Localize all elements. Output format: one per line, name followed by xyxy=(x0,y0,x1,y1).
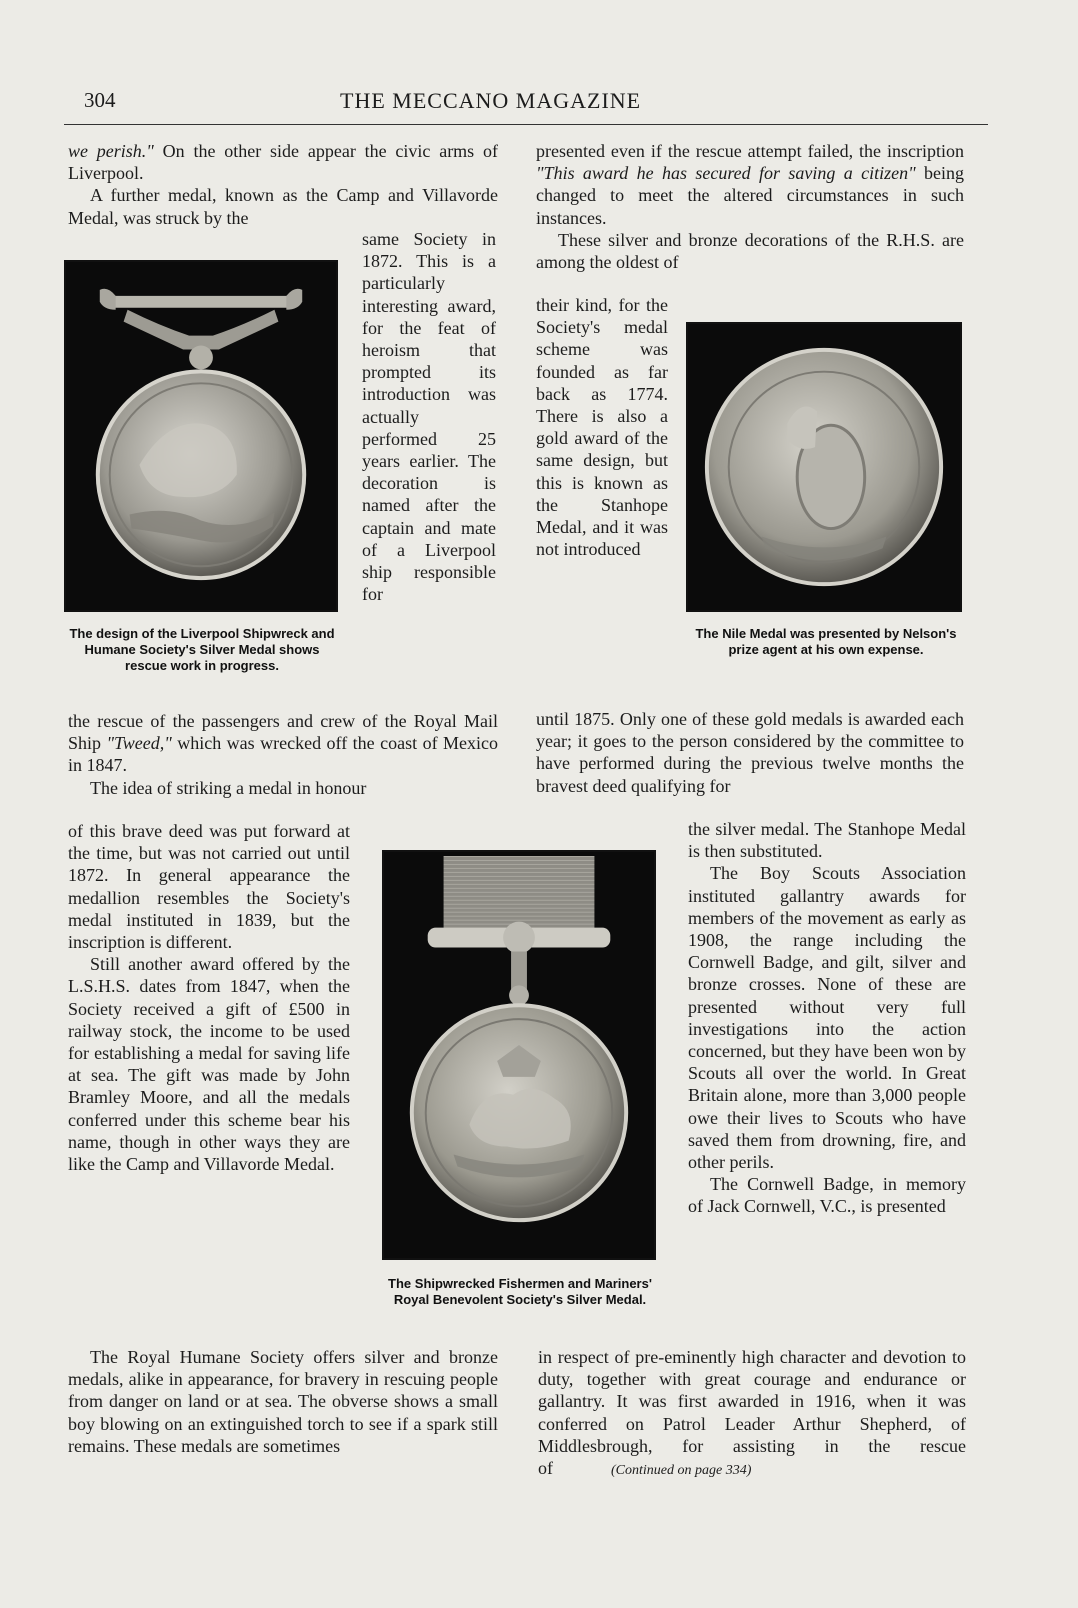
liverpool-medal-photo xyxy=(64,260,338,612)
col1-paragraph: A further medal, known as the Camp and Villavorde Medal, was struck by the xyxy=(68,185,498,228)
nile-medal-image xyxy=(692,328,956,606)
col2-bottom-text xyxy=(538,1346,966,1482)
col1-paragraph: we perish." On the other side appear the civic arms of Liverpool. xyxy=(68,141,498,184)
col2-paragraph: the silver medal. The Stanhope Medal is then substituted. xyxy=(688,819,966,862)
col1-paragraph: Still another award offered by the L.S.H.S. dates from 1847, when the Society received a gift of £500 in railway stock, the income to be used for establishing a medal for saving life at sea. The gift was made by John Bramley Moore, and all the medals conferred under this scheme bear his name, though in other ways they are like the Camp and Villavorde Medal. xyxy=(68,954,350,1175)
col1-paragraph: of this brave deed was put forward at the time, but was not carried out until 1872. In general appearance the medallion resembles the Society's medal instituted in 1839, but the inscription is different. xyxy=(68,821,350,953)
col1-mid-text xyxy=(68,710,498,799)
shipwrecked-medal-image xyxy=(388,856,650,1254)
col1-bottom-text xyxy=(68,1346,498,1457)
col1-lower-text xyxy=(68,820,350,1175)
col1-paragraph: the rescue of the passengers and crew of the Royal Mail Ship "Tweed," which was wrecked off the coast of Mexico in 1847. xyxy=(68,711,499,776)
col2-paragraph: in respect of pre-eminently high character and devotion to duty, together with great courage and endurance or gallantry. It was first awarded in 1916, when it was conferred on Patrol Leader Arthur Shepherd, of Middlesbrough, for assisting in the rescue of (Continued on page 334) xyxy=(538,1347,966,1479)
page-number: 304 xyxy=(84,88,116,112)
col2-top-text xyxy=(536,140,964,273)
magazine-title: THE MECCANO MAGAZINE xyxy=(340,88,642,113)
nile-medal-photo xyxy=(686,322,962,612)
col2-mid-text: until 1875. Only one of these gold medals is awarded each year; it goes to the person considered by the committee to have performed during the previous twelve months the bravest deed qualifying for xyxy=(536,709,964,796)
col2-paragraph: The Boy Scouts Association instituted gallantry awards for members of the movement as early as 1908, the range including the Cornwell Badge, and gilt, silver and bronze crosses. None of these are presented without very full investigations into the action concerned, but they have been won by Scouts all over the world. In Great Britain alone, more than 3,000 people owe their lives to Scouts who have saved them from drowning, fire, and other perils. xyxy=(688,863,966,1173)
col2-paragraph: These silver and bronze decorations of the R.H.S. are among the oldest of xyxy=(536,229,964,273)
col2-paragraph: presented even if the rescue attempt failed, the inscription "This award he has secured for saving a citizen" being changed to meet the altered circumstances in such instances. xyxy=(536,141,964,228)
col1-narrow-text: same Society in 1872. This is a particularly interesting award, for the feat of heroism that prompted its introduction was actually performed 25 years earlier. The decoration is named after the captain and mate of a Liverpool ship responsible for xyxy=(362,229,496,605)
caption-shipwrecked: The Shipwrecked Fishermen and Mariners' Royal Benevolent Society's Silver Medal. xyxy=(388,1276,652,1307)
col2-paragraph: The Cornwell Badge, in memory of Jack Cornwell, V.C., is presented xyxy=(688,1174,966,1217)
continued-note: (Continued on page 334) xyxy=(611,1463,752,1479)
col2-narrow-text: their kind, for the Society's medal scheme was founded as far back as 1774. There is also a gold award of the same design, but this is known as the Stanhope Medal, and it was not introduced xyxy=(536,295,668,560)
col1-top-text xyxy=(68,140,498,229)
shipwrecked-medal-photo xyxy=(382,850,656,1260)
col1-paragraph: The Royal Humane Society offers silver and bronze medals, alike in appearance, for bravery in rescuing people from danger on land or at sea. The obverse shows a small boy blowing on an extinguished torch to see if a spark still remains. These medals are sometimes xyxy=(68,1347,498,1456)
col1-paragraph: The idea of striking a medal in honour xyxy=(90,777,367,798)
caption-liverpool: The design of the Liverpool Shipwreck and Humane Society's Silver Medal shows rescue work in progress. xyxy=(69,626,335,673)
liverpool-medal-image xyxy=(70,266,332,606)
header-rule xyxy=(64,124,988,125)
caption-nile: The Nile Medal was presented by Nelson's prize agent at his own expense. xyxy=(695,626,957,657)
col2-right-text xyxy=(688,818,966,1218)
